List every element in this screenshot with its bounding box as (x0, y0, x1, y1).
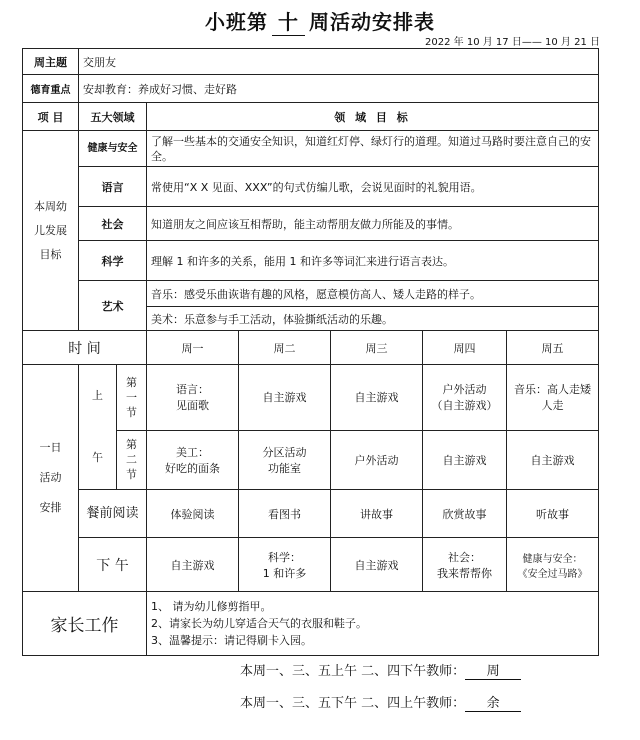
theme-value: 交朋友 (79, 49, 599, 75)
reading-tue: 看图书 (239, 490, 331, 538)
page-title (0, 6, 640, 36)
afternoon-thu: 社会： 我来帮帮你 (423, 538, 507, 592)
day-schedule-label (23, 365, 79, 592)
teacher-line-1-text: 本周一、三、五上午 二、四下午教师： (240, 664, 466, 679)
reading-fri: 听故事 (507, 490, 599, 538)
domain-art-name: 艺术 (79, 281, 147, 331)
slot2-label (117, 430, 147, 489)
reading-wed: 讲故事 (331, 490, 423, 538)
moral-label: 德育重点 (23, 75, 79, 103)
dev-goals-text: 本周幼儿发展目标 (34, 199, 67, 261)
afternoon-fri: 健康与安全： 《安全过马路》 (507, 538, 599, 592)
slot1-thu: 户外活动 （自主游戏） (423, 365, 507, 431)
domain-art-goal-craft: 美术：乐意参与手工活动，体验撕纸活动的乐趣。 (147, 307, 599, 331)
domain-science-name: 科学 (79, 241, 147, 281)
moral-row (23, 75, 599, 103)
weekday-row (23, 331, 599, 365)
afternoon-mon: 自主游戏 (147, 538, 239, 592)
parent-item: 1、 请为幼儿修剪指甲。 (151, 600, 272, 613)
domain-science-goal: 理解 1 和许多的关系，能用 1 和许多等词汇来进行语言表达。 (147, 241, 599, 281)
teacher-2-name: 余 (465, 692, 521, 712)
reading-label (79, 490, 147, 538)
slot1-label (117, 365, 147, 431)
parent-items (147, 592, 599, 656)
domain-row (23, 241, 599, 281)
morning-slot1-row (23, 365, 599, 431)
reading-thu: 欣赏故事 (423, 490, 507, 538)
parent-row (23, 592, 599, 656)
parent-item: 2、请家长为幼儿穿适合天气的衣服和鞋子。 (151, 617, 367, 630)
slot1-wed: 自主游戏 (331, 365, 423, 431)
parent-label: 家长工作 (23, 592, 147, 656)
domain-language-name: 语言 (79, 167, 147, 207)
domain-health-goal: 了解一些基本的交通安全知识，知道红灯停、绿灯行的道理。知道过马路时要注意自己的安全。 (147, 131, 599, 167)
afternoon-row (23, 538, 599, 592)
reading-text: 餐前阅读 (86, 506, 139, 521)
afternoon-tue: 科学： 1 和许多 (239, 538, 331, 592)
slot2-thu: 自主游戏 (423, 430, 507, 489)
title-prefix: 小班第 (205, 10, 268, 34)
goals-header: 领 域 目 标 (147, 103, 599, 131)
weekday-thu: 周四 (423, 331, 507, 365)
domain-health-name: 健康与安全 (79, 131, 147, 167)
date-range: 2022 年 10 月 17 日—— 10 月 21 日 (425, 37, 600, 48)
reading-row (23, 490, 599, 538)
slot2-wed: 户外活动 (331, 430, 423, 489)
teacher-1-name: 周 (465, 660, 521, 680)
dev-goals-label (23, 131, 79, 331)
morning-text: 上午 (92, 389, 103, 464)
slot1-text: 第一节 (126, 375, 137, 419)
afternoon-wed: 自主游戏 (331, 538, 423, 592)
header-row (23, 103, 599, 131)
domain-row (23, 167, 599, 207)
moral-value: 安却教育：养成好习惯、走好路 (79, 75, 599, 103)
theme-row (23, 49, 599, 75)
slot1-tue: 自主游戏 (239, 365, 331, 431)
week-number: 十 (272, 6, 305, 36)
slot2-tue: 分区活动 功能室 (239, 430, 331, 489)
schedule-table (22, 48, 599, 656)
weekday-wed: 周三 (331, 331, 423, 365)
morning-label (79, 365, 117, 490)
domain-social-name: 社会 (79, 207, 147, 241)
domain-row (23, 207, 599, 241)
parent-item: 3、温馨提示：请记得刷卡入园。 (151, 634, 312, 647)
domain-social-goal: 知道朋友之间应该互相帮助，能主动帮朋友做力所能及的事情。 (147, 207, 599, 241)
weekday-tue: 周二 (239, 331, 331, 365)
slot2-fri: 自主游戏 (507, 430, 599, 489)
slot2-mon: 美工： 好吃的面条 (147, 430, 239, 489)
domain-language-goal: 常使用“X X 见面、XXX”的句式仿编儿歌，会说见面时的礼貌用语。 (147, 167, 599, 207)
slot1-fri: 音乐：高人走矮人走 (507, 365, 599, 431)
domain-row (23, 281, 599, 307)
domain-row (23, 131, 599, 167)
theme-label: 周主题 (23, 49, 79, 75)
item-label: 项 目 (23, 103, 79, 131)
afternoon-label: 下 午 (79, 538, 147, 592)
weekday-fri: 周五 (507, 331, 599, 365)
domain-art-goal-music: 音乐：感受乐曲诙谐有趣的风格，愿意模仿高人、矮人走路的样子。 (147, 281, 599, 307)
day-schedule-text: 一日活动安排 (39, 441, 62, 514)
slot2-text: 第二节 (126, 438, 137, 482)
weekday-mon: 周一 (147, 331, 239, 365)
teacher-line-1 (240, 660, 521, 680)
reading-mon: 体验阅读 (147, 490, 239, 538)
slot1-mon: 语言： 见面歌 (147, 365, 239, 431)
time-label: 时 间 (23, 331, 147, 365)
teacher-line-2 (240, 692, 521, 712)
title-suffix: 周活动安排表 (309, 10, 435, 34)
domains-label: 五大领域 (79, 103, 147, 131)
teacher-line-2-text: 本周一、三、五下午 二、四上午教师： (240, 696, 466, 711)
